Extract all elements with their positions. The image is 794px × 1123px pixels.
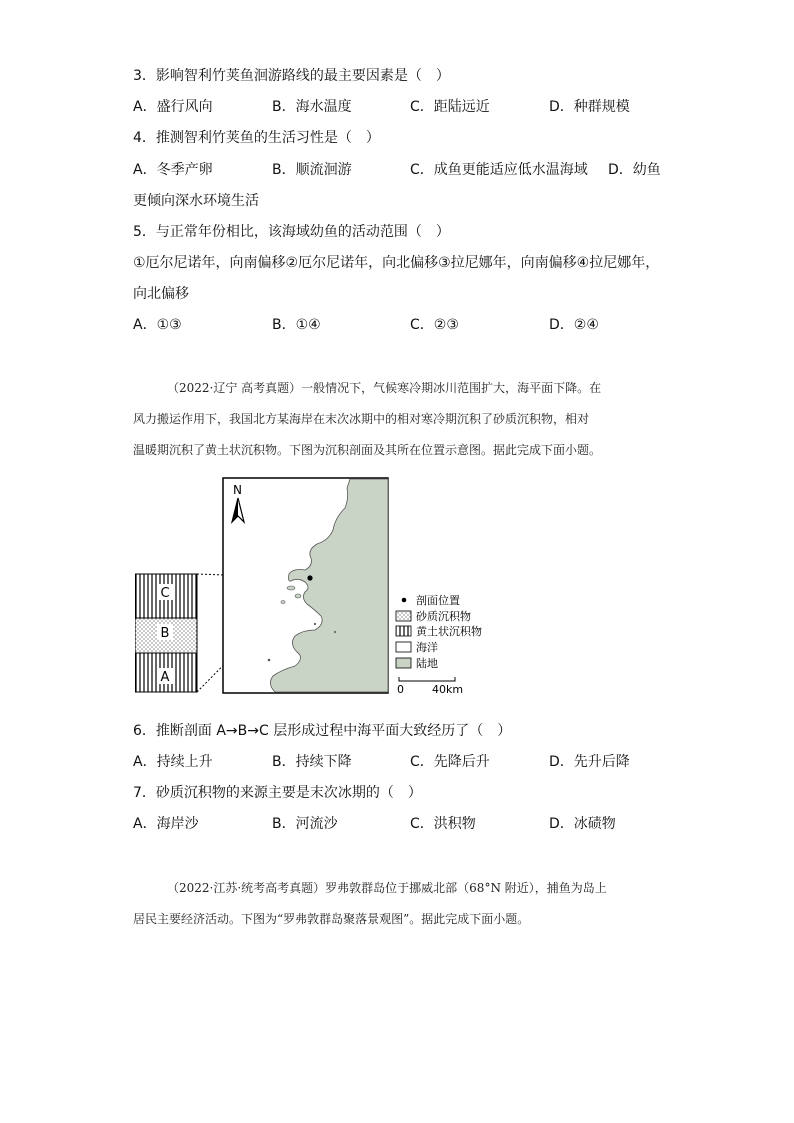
passage-1 [133,373,663,466]
passage-2-line-2: 居民主要经济活动。下图为“罗弗敦群岛聚落景观图”。据此完成下面小题。 [133,912,530,926]
question-5-stem: 5．与正常年份相比，该海域幼鱼的活动范围（ ） [133,224,450,240]
question-6-option-a[interactable]: A．持续上升 [133,754,213,770]
question-4-option-b[interactable]: B．顺流洄游 [272,162,352,178]
passage-2 [133,873,663,935]
question-6-option-b[interactable]: B．持续下降 [272,754,352,770]
legend-ocean: 海洋 [416,641,438,654]
question-5-option-b[interactable]: B．①④ [272,317,321,333]
question-7-stem: 7．砂质沉积物的来源主要是末次冰期的（ ） [133,785,422,801]
question-4-stem: 4．推测智利竹荚鱼的生活习性是（ ） [133,130,380,146]
passage-1-line-1: （2022·辽宁 高考真题）一般情况下，气候寒冷期冰川范围扩大，海平面下降。在 [167,381,602,395]
layer-a-label: A [160,670,170,685]
north-label: N [233,483,242,497]
question-4-option-c[interactable]: C．成鱼更能适应低水温海域 [410,162,588,178]
question-7-option-b[interactable]: B．河流沙 [272,816,338,832]
layer-c-label: C [160,586,170,601]
question-5-statements-cont: 向北偏移 [133,286,189,302]
question-6-stem: 6．推断剖面 A→B→C 层形成过程中海平面大致经历了（ ） [133,723,512,739]
profile-location-dot [307,575,312,580]
scale-zero: 0 [397,683,404,696]
legend-land: 陆地 [416,657,438,670]
question-3-stem: 3．影响智利竹荚鱼洄游路线的最主要因素是（ ） [133,68,450,84]
passage-1-line-3: 温暖期沉积了黄土状沉积物。下图为沉积剖面及其所在位置示意图。据此完成下面小题。 [133,443,602,457]
passage-1-line-2: 风力搬运作用下，我国北方某海岸在末次冰期中的相对寒冷期沉积了砂质沉积物，相对 [133,412,590,426]
question-3-option-a[interactable]: A．盛行风向 [133,99,213,115]
question-6-option-c[interactable]: C．先降后升 [410,754,490,770]
question-5-option-d[interactable]: D．②④ [549,317,599,333]
scale-value: 40km [432,683,464,696]
layer-b-label: B [160,626,170,641]
question-5-option-a[interactable]: A．①③ [133,317,182,333]
scale-bar [397,677,463,696]
question-5-option-c[interactable]: C．②③ [410,317,459,333]
question-3-option-d[interactable]: D．种群规模 [549,99,630,115]
map-legend [396,593,482,670]
passage-2-line-1: （2022·江苏·统考高考真题）罗弗敦群岛位于挪威北部（68°N 附近），捕鱼为岛上 [167,881,607,895]
question-3-option-b[interactable]: B．海水温度 [272,99,352,115]
legend-sandy-sediment: 砂质沉积物 [416,610,471,623]
question-4-option-d-continuation: 更倾向深水环境生活 [133,193,259,209]
legend-loess-sediment: 黄土状沉积物 [416,625,482,638]
question-5-statements: ①厄尔尼诺年，向南偏移②厄尔尼诺年，向北偏移③拉尼娜年，向南偏移④拉尼娜年， [133,255,660,271]
sediment-column [135,574,197,692]
sediment-profile-figure [135,474,485,699]
question-7-option-d[interactable]: D．冰碛物 [549,816,616,832]
question-6-option-d[interactable]: D．先升后降 [549,754,630,770]
question-7-option-a[interactable]: A．海岸沙 [133,816,199,832]
question-4-option-a[interactable]: A．冬季产卵 [133,162,213,178]
question-4-option-d[interactable]: D．幼鱼 [608,162,661,178]
question-7-option-c[interactable]: C．洪积物 [410,816,476,832]
legend-profile-position: 剖面位置 [416,594,460,607]
question-3-option-c[interactable]: C．距陆远近 [410,99,490,115]
